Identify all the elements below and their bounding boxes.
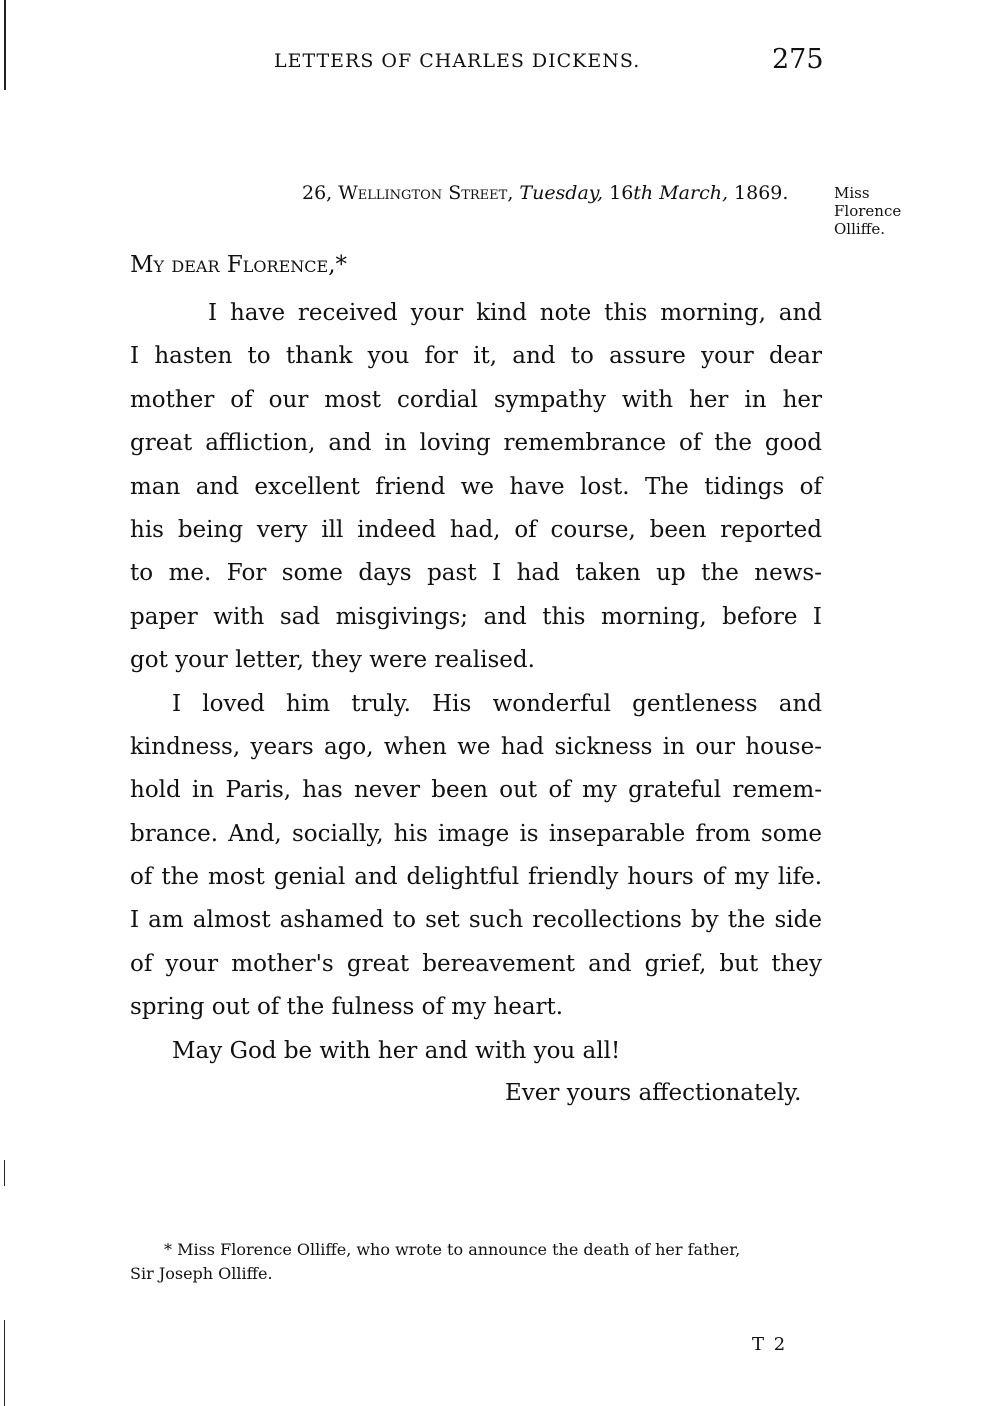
margin-sidenote [834, 184, 934, 238]
letter-closing: Ever yours affectionately. [505, 1080, 802, 1106]
body-line: man and excellent friend we have lost. The tidings of [130, 473, 822, 500]
dateline-date [609, 182, 728, 204]
dateline-date-month: th March, [633, 182, 728, 204]
footnote-line: Sir Joseph Olliffe. [130, 1264, 273, 1283]
body-line: brance. And, socially, his image is inseparable from some [130, 820, 822, 847]
running-title: LETTERS OF CHARLES DICKENS. [274, 50, 641, 72]
body-line: mother of our most cordial sympathy with her in her [130, 386, 822, 413]
body-line: his being very ill indeed had, of course, been reported [130, 516, 822, 543]
dateline-day: Tuesday, [519, 182, 604, 204]
printer-signature-mark: T 2 [752, 1334, 788, 1355]
body-line: I have received your kind note this morning, and [208, 300, 822, 326]
body-line: got your letter, they were realised. [130, 647, 535, 674]
letter-salutation: My dear Florence,* [130, 252, 348, 278]
scan-edge-mark [4, 1160, 5, 1186]
body-line: of the most genial and delightful friendly hours of my life. [130, 864, 822, 891]
body-line: spring out of the fulness of my heart. [130, 994, 564, 1021]
scan-edge-mark [4, 1320, 5, 1406]
body-line: I loved him truly. His wonderful gentleness and [172, 690, 822, 717]
scan-edge-mark [4, 0, 6, 90]
body-line: of your mother's great bereavement and grief, but they [130, 950, 822, 977]
dateline-date-number: 16 [609, 182, 634, 204]
sidenote-line: Olliffe. [834, 220, 885, 238]
body-line: paper with sad misgivings; and this morning, before I [130, 603, 822, 630]
letter-dateline [302, 182, 788, 204]
body-line: I hasten to thank you for it, and to assure your dear [130, 343, 822, 370]
sidenote-line: Miss [834, 184, 870, 202]
body-line: hold in Paris, has never been out of my grateful remem- [130, 777, 822, 804]
body-line: kindness, years ago, when we had sickness in our house- [130, 733, 822, 760]
footnote-line: * Miss Florence Olliffe, who wrote to announce the death of her father, [164, 1240, 741, 1259]
body-line: to me. For some days past I had taken up the news- [130, 560, 822, 587]
body-line: May God be with her and with you all! [172, 1037, 621, 1064]
letter-body [130, 292, 822, 1073]
body-line: great affliction, and in loving remembrance of the good [130, 430, 822, 457]
body-line: I am almost ashamed to set such recollections by the side [130, 907, 822, 934]
dateline-year: 1869. [734, 182, 789, 204]
sidenote-line: Florence [834, 202, 902, 220]
dateline-street: Wellington Street, [338, 182, 514, 204]
footnote [130, 1238, 835, 1286]
dateline-number: 26, [302, 182, 333, 204]
page-number: 275 [772, 44, 824, 75]
